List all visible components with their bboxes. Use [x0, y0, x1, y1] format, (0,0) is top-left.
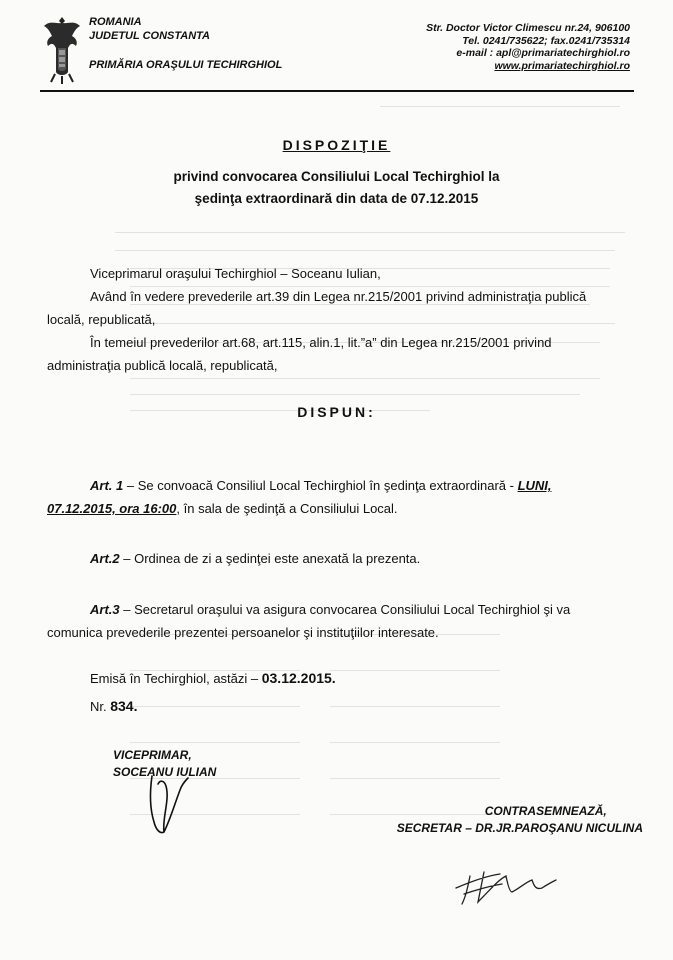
viceprimar-title: VICEPRIMAR,	[113, 748, 192, 762]
intro-paragraph-3-line-2: administraţia publică locală, republicată,	[47, 358, 278, 373]
article-1-text-1: – Se convoacă Consiliul Local Techirghiol în şedinţa extraordinară -	[123, 478, 518, 493]
viceprimar-name: SOCEANU IULIAN	[113, 765, 217, 779]
header-email: e-mail : apl@primariatechirghiol.ro	[456, 47, 630, 59]
header-phone: Tel. 0241/735622; fax.0241/735314	[462, 34, 630, 47]
header-county: JUDETUL CONSTANTA	[89, 30, 210, 42]
article-1-line-1	[90, 474, 644, 497]
secretar-countersign-title: CONTRASEMNEAZĂ,	[484, 804, 607, 818]
article-3-line-2: comunica prevederile prezentei persoanelor şi instituţiilor interesate.	[47, 625, 439, 640]
romanian-coat-of-arms-icon	[40, 14, 84, 86]
article-2-text: – Ordinea de zi a şedinţei este anexată la prezenta.	[119, 551, 421, 566]
header-contact	[426, 22, 630, 72]
intro-paragraph-2-line-2: locală, republicată,	[47, 312, 156, 327]
article-1-text-2: , în sala de şedinţă a Consiliului Local.	[176, 501, 398, 516]
article-2	[90, 547, 644, 570]
document-subtitle-line-1: privind convocarea Consiliului Local Techirghiol la	[173, 169, 500, 184]
header-website: www.primariatechirghiol.ro	[494, 59, 630, 72]
issued-date: 03.12.2015.	[261, 670, 336, 686]
intro-paragraph-3-line-1: În temeiul prevederilor art.68, art.115, alin.1, lit.”a” din Legea nr.215/2001 privind	[90, 335, 552, 350]
dispun-heading: DISPUN:	[297, 404, 376, 420]
article-2-label: Art.2	[90, 551, 120, 566]
article-1-day: LUNI,	[517, 478, 552, 493]
intro-paragraph-1: Viceprimarul oraşului Techirghiol – Soceanu Iulian,	[90, 266, 381, 281]
article-1-datetime: 07.12.2015, ora 16:00	[47, 501, 177, 516]
header-address: Str. Doctor Victor Climescu nr.24, 906100	[426, 22, 630, 34]
issued-prefix: Emisă în Techirghiol, astăzi –	[90, 671, 262, 686]
document-number-line	[90, 698, 137, 714]
article-1-line-2	[47, 497, 644, 520]
document-subtitle-line-2: şedinţa extraordinară din data de 07.12.2015	[194, 191, 479, 206]
article-1-label: Art. 1	[90, 478, 124, 493]
header-country: ROMANIA	[89, 16, 142, 28]
article-3-line-1	[90, 598, 644, 621]
header-city-hall: PRIMĂRIA ORAŞULUI TECHIRGHIOL	[89, 59, 283, 71]
document-number: 834.	[110, 698, 138, 714]
document-title: DISPOZIŢIE	[282, 137, 391, 153]
viceprimar-signature-icon	[140, 770, 200, 840]
signature-block-secretar	[397, 803, 643, 837]
intro-paragraph-2-line-1: Având în vedere prevederile art.39 din Legea nr.215/2001 privind administraţia publică	[90, 289, 587, 304]
secretar-name: SECRETAR – DR.JR.PAROŞANU NICULINA	[396, 821, 643, 835]
document-number-label: Nr.	[90, 699, 111, 714]
article-3-label: Art.3	[90, 602, 120, 617]
header-divider	[40, 90, 634, 92]
article-3-text-1: – Secretarul oraşului va asigura convocarea Consiliului Local Techirghiol şi va	[119, 602, 571, 617]
issued-line	[90, 670, 336, 686]
secretar-signature-icon	[450, 862, 560, 908]
header-institution	[89, 15, 282, 72]
